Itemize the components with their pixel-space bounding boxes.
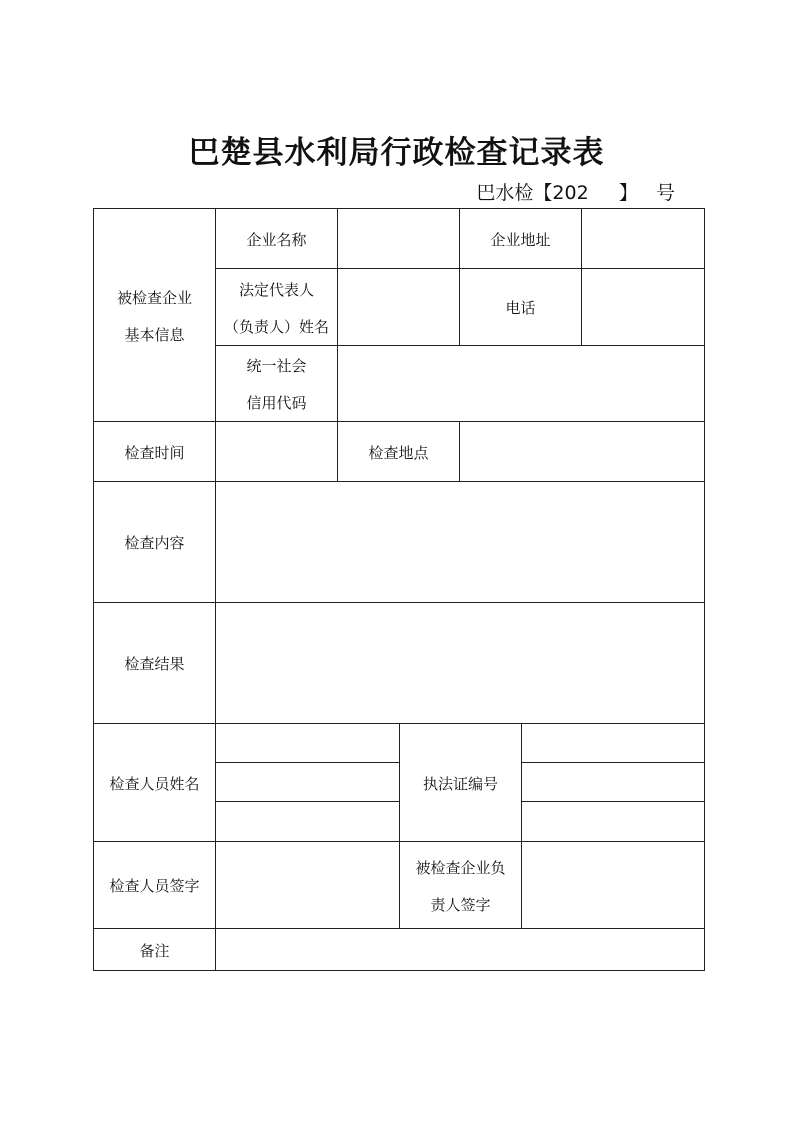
inspection-content-field[interactable] bbox=[216, 482, 704, 602]
license-number-label: 执法证编号 bbox=[422, 774, 498, 793]
legal-representative-field[interactable] bbox=[338, 269, 459, 345]
inspector-signature-field[interactable] bbox=[216, 842, 399, 928]
license-number-field[interactable] bbox=[522, 802, 704, 841]
phone-field[interactable] bbox=[582, 269, 704, 345]
enterprise-name-field[interactable] bbox=[338, 209, 459, 268]
inspection-location-label: 检查地点 bbox=[368, 443, 429, 462]
inspector-name-field[interactable] bbox=[216, 802, 399, 841]
enterprise-address-field[interactable] bbox=[582, 209, 704, 268]
phone-label: 电话 bbox=[505, 299, 536, 317]
inspection-location-field[interactable] bbox=[460, 422, 704, 481]
inspector-signature-label: 检查人员签字 bbox=[109, 877, 200, 895]
credit-code-field[interactable] bbox=[338, 346, 704, 421]
page-title: 巴楚县水利局行政检查记录表 bbox=[188, 135, 605, 171]
document-number: 巴水检【202 】 号 bbox=[476, 182, 675, 204]
enterprise-address-label: 企业地址 bbox=[490, 230, 551, 249]
inspector-name-field[interactable] bbox=[216, 763, 399, 801]
inspection-content-label: 检查内容 bbox=[124, 534, 185, 552]
remarks-field[interactable] bbox=[216, 929, 704, 970]
inspection-time-label: 检查时间 bbox=[124, 443, 185, 462]
license-number-field[interactable] bbox=[522, 724, 704, 762]
license-number-field[interactable] bbox=[522, 763, 704, 801]
inspection-time-field[interactable] bbox=[216, 422, 337, 481]
inspector-names-label: 检查人员姓名 bbox=[109, 774, 200, 793]
enterprise-info-label: 被检查企业 基本信息 bbox=[116, 288, 192, 344]
inspector-name-field[interactable] bbox=[216, 724, 399, 762]
enterprise-head-signature-field[interactable] bbox=[522, 842, 704, 928]
legal-representative-label: 法定代表人 （负责人）姓名 bbox=[223, 280, 329, 336]
credit-code-label: 统一社会 信用代码 bbox=[246, 357, 307, 412]
enterprise-name-label: 企业名称 bbox=[246, 230, 307, 249]
remarks-label: 备注 bbox=[139, 941, 170, 960]
enterprise-head-signature-label: 被检查企业负 责人签字 bbox=[415, 858, 506, 914]
inspection-result-field[interactable] bbox=[216, 603, 704, 723]
inspection-result-label: 检查结果 bbox=[124, 655, 185, 673]
